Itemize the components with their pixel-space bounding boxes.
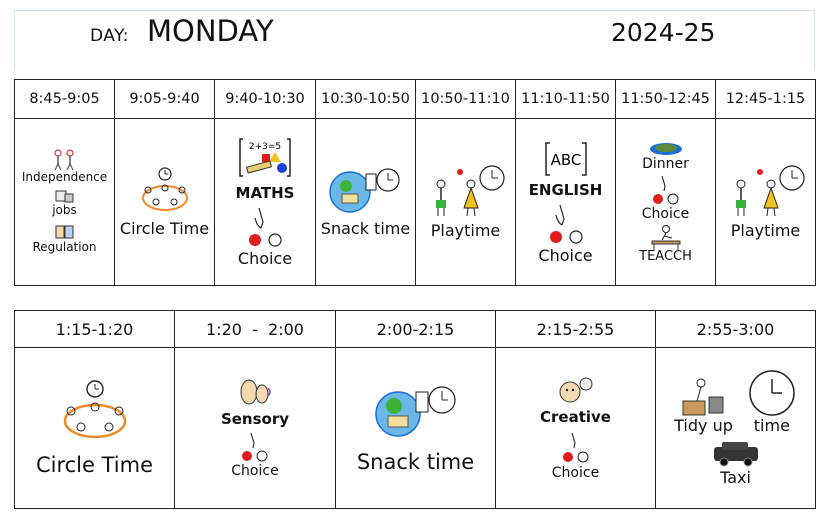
snack-icon: [328, 166, 404, 214]
playtime-label: Playtime: [730, 221, 801, 241]
activity-sensory: [175, 348, 336, 509]
circle-time-icon: [59, 379, 131, 443]
activity-dinner: [616, 119, 716, 286]
snack-icon: [374, 382, 458, 442]
choice-icon: [237, 432, 273, 464]
time-label: time: [753, 416, 790, 436]
circle-time-label: Circle Time: [119, 219, 210, 239]
jobs-icon: [54, 188, 76, 204]
time-slot: 2:55-3:00: [656, 311, 816, 348]
time-slot: 11:50-12:45: [616, 80, 716, 119]
people-icon: [50, 149, 80, 171]
maths-label: MATHS: [235, 184, 295, 203]
time-slot: 2:00-2:15: [336, 311, 496, 348]
activity-row: [15, 348, 816, 509]
snack-time-label: Snack time: [320, 219, 411, 239]
sensory-label: Sensory: [220, 410, 290, 429]
activity-playtime: [716, 119, 816, 286]
clock-icon: [747, 369, 797, 417]
time-item: [747, 369, 797, 435]
taxi-icon: [710, 441, 762, 467]
day-name: MONDAY: [147, 14, 274, 48]
tidy-up-item: [674, 377, 733, 435]
activity-row: [15, 119, 816, 286]
regulation-icon: [54, 223, 76, 241]
playtime-label: Playtime: [430, 221, 501, 241]
teacch-label: TEACCH: [639, 249, 692, 265]
english-label: ENGLISH: [528, 181, 603, 200]
playtime-icon: [726, 164, 806, 218]
time-slot: 10:30-10:50: [316, 80, 416, 119]
morning-schedule-table: [14, 79, 816, 286]
time-slot: 2:15-2:55: [496, 311, 656, 348]
activity-english: [516, 119, 616, 286]
time-slot: 8:45-9:05: [15, 80, 115, 119]
english-icon: [542, 139, 590, 179]
time-slot: 11:10-11:50: [516, 80, 616, 119]
activity-circle-time: [15, 348, 175, 509]
svg-text:ABC: ABC: [550, 151, 581, 170]
tidy-up-label: Tidy up: [674, 416, 733, 436]
activity-snack-time: [316, 119, 416, 286]
sensory-icon: [235, 376, 275, 408]
time-header-row: [15, 80, 816, 119]
choice-icon: [558, 432, 594, 466]
maths-choice-label: Choice: [237, 249, 293, 269]
circle-time-icon: [138, 166, 192, 214]
activity-playtime: [416, 119, 516, 286]
dinner-plate-icon: [648, 139, 684, 157]
creative-choice-label: Choice: [551, 465, 600, 482]
independence-label: Independence: [21, 169, 108, 184]
jobs-label: jobs: [52, 202, 77, 217]
choice-icon: [243, 206, 287, 250]
time-slot: 1:15-1:20: [15, 311, 175, 348]
time-slot: 10:50-11:10: [416, 80, 516, 119]
time-slot: 1:20 - 2:00: [175, 311, 336, 348]
activity-independence: [15, 119, 115, 286]
taxi-label: Taxi: [720, 468, 751, 487]
tidy-time-group: [674, 369, 797, 435]
teacch-icon: [648, 224, 684, 250]
choice-icon: [544, 203, 588, 247]
dinner-choice-label: Choice: [641, 205, 690, 222]
school-year: 2024-25: [611, 18, 716, 47]
time-header-row: [15, 311, 816, 348]
maths-icon: [237, 136, 293, 184]
regulation-label: Regulation: [32, 240, 97, 255]
activity-circle-time: [115, 119, 215, 286]
circle-time-label: Circle Time: [35, 453, 154, 477]
dinner-label: Dinner: [642, 156, 689, 173]
sensory-choice-label: Choice: [231, 463, 279, 480]
time-slot: 9:05-9:40: [115, 80, 215, 119]
activity-creative: [496, 348, 656, 509]
header: [0, 0, 825, 70]
day-label: DAY:: [90, 26, 129, 46]
creative-label: Creative: [540, 408, 611, 427]
tidy-up-icon: [679, 377, 727, 417]
english-choice-label: Choice: [538, 246, 593, 266]
afternoon-schedule-table: [14, 310, 816, 509]
svg-text:2+3=5: 2+3=5: [248, 142, 282, 153]
time-slot: 12:45-1:15: [716, 80, 816, 119]
snack-time-label: Snack time: [356, 450, 475, 474]
choice-icon: [648, 175, 684, 207]
activity-tidy-up: [656, 348, 816, 509]
activity-maths: [215, 119, 316, 286]
playtime-icon: [426, 164, 506, 218]
creative-icon: [556, 374, 596, 406]
time-slot: 9:40-10:30: [215, 80, 316, 119]
activity-snack-time: [336, 348, 496, 509]
